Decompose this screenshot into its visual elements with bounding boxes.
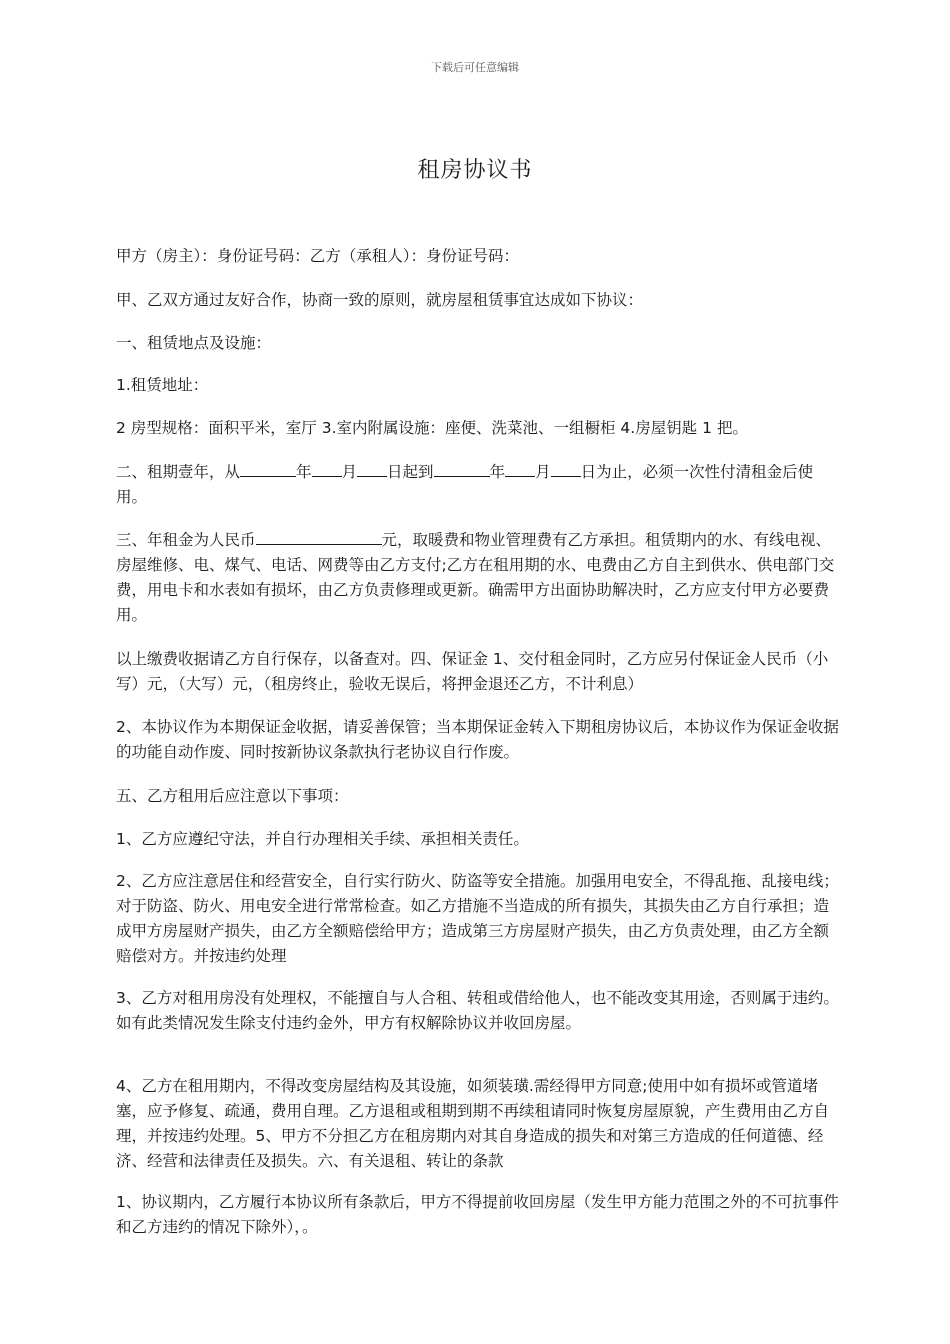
end-year-blank	[434, 462, 490, 477]
start-year-blank	[240, 462, 296, 477]
parties-line: 甲方（房主）：身份证号码：乙方（承租人）：身份证号码：	[116, 247, 520, 265]
section-1-item-1: 1.租赁地址：	[116, 376, 209, 394]
end-month-blank	[505, 462, 535, 477]
section-1-item-2: 2 房型规格：面积平米，室厅 3.室内附属设施：座便、洗菜池、一组橱柜 4.房屋钥匙 1 把。	[116, 419, 748, 437]
lease-term-text-5: 年	[489, 463, 506, 481]
document-title: 租房协议书	[417, 158, 533, 183]
lease-term-text-6: 月	[535, 463, 551, 481]
section-5-item-4: 4、乙方在租用期内，不得改变房屋结构及其设施，如须装璜.需经得甲方同意;使用中如有损坏或管道堵塞，应予修复、疏通，费用自理。乙方退租或租期到期不再续租请同时恢复房屋原貌，产生费用由乙方自理，并按违约处理。5、甲方不分担乙方在租房期内对其自身造成的损失和对第三方造成的任何道德、经济、经营和法律责任及损失。六、有关退租、转让的条款	[116, 1077, 830, 1170]
header-note: 下载后可任意编辑	[431, 61, 519, 74]
deposit-item-2: 2、本协议作为本期保证金收据，请妥善保管；当本期保证金转入下期租房协议后，本协议作为保证金收据的功能自动作废、同时按新协议条款执行老协议自行作废。	[116, 718, 839, 761]
lease-term-text-3: 月	[341, 463, 358, 481]
start-month-blank	[312, 462, 342, 477]
lease-term-text-4: 日起到	[387, 463, 434, 481]
receipts-and-deposit-paragraph: 以上缴费收据请乙方自行保存，以备查对。四、保证金 1、交付租金同时，乙方应另付保证金人民币（小写）元，（大写）元，（租房终止，验收无误后，将押金退还乙方，不计利息）	[116, 650, 829, 693]
section-5-heading: 五、乙方租用后应注意以下事项：	[116, 787, 349, 805]
rent-text-1: 三、年租金为人民币	[116, 531, 256, 549]
lease-term-text-1: 二、租期壹年，从	[116, 463, 241, 481]
lease-term-text-7: 日为止，必须一次性付清租金后使用。	[116, 463, 814, 506]
section-6-item-1: 1、协议期内，乙方履行本协议所有条款后，甲方不得提前收回房屋（发生甲方能力范围之外的不可抗事件和乙方违约的情况下除外），。	[116, 1193, 839, 1236]
start-day-blank	[357, 462, 387, 477]
section-2-lease-term	[116, 460, 842, 510]
end-day-blank	[551, 462, 581, 477]
section-5-item-3: 3、乙方对租用房没有处理权，不能擅自与人合租、转租或借给他人，也不能改变其用途，否则属于违约。如有此类情况发生除支付违约金外，甲方有权解除协议并收回房屋。	[116, 989, 839, 1032]
section-5-item-2: 2、乙方应注意居住和经营安全，自行实行防火、防盗等安全措施。加强用电安全，不得乱拖、乱接电线；对于防盗、防火、用电安全进行常常检查。如乙方措施不当造成的所有损失，其损失由乙方自行承担；造成甲方房屋财产损失，由乙方全额赔偿给甲方；造成第三方房屋财产损失，由乙方负责处理，由乙方全额赔偿对方。并按违约处理	[116, 872, 839, 965]
section-3-rent	[116, 528, 842, 628]
rent-text-2: 元，取暖费和物业管理费有乙方承担。租赁期内的水、有线电视、房屋维修、电、煤气、电话、网费等由乙方支付;乙方在租用期的水、电费由乙方自主到供水、供电部门交费，用电卡和水表如有损坏，由乙方负责修理或更新。确需甲方出面协助解决时，乙方应支付甲方必要费用。	[116, 531, 835, 624]
section-5-item-1: 1、乙方应遵纪守法，并自行办理相关手续、承担相关责任。	[116, 830, 529, 848]
rent-amount-blank	[256, 530, 382, 545]
intro-paragraph: 甲、乙双方通过友好合作，协商一致的原则，就房屋租赁事宜达成如下协议：	[116, 291, 644, 309]
section-1-heading: 一、租赁地点及设施：	[116, 334, 272, 352]
lease-term-text-2: 年	[296, 463, 312, 481]
